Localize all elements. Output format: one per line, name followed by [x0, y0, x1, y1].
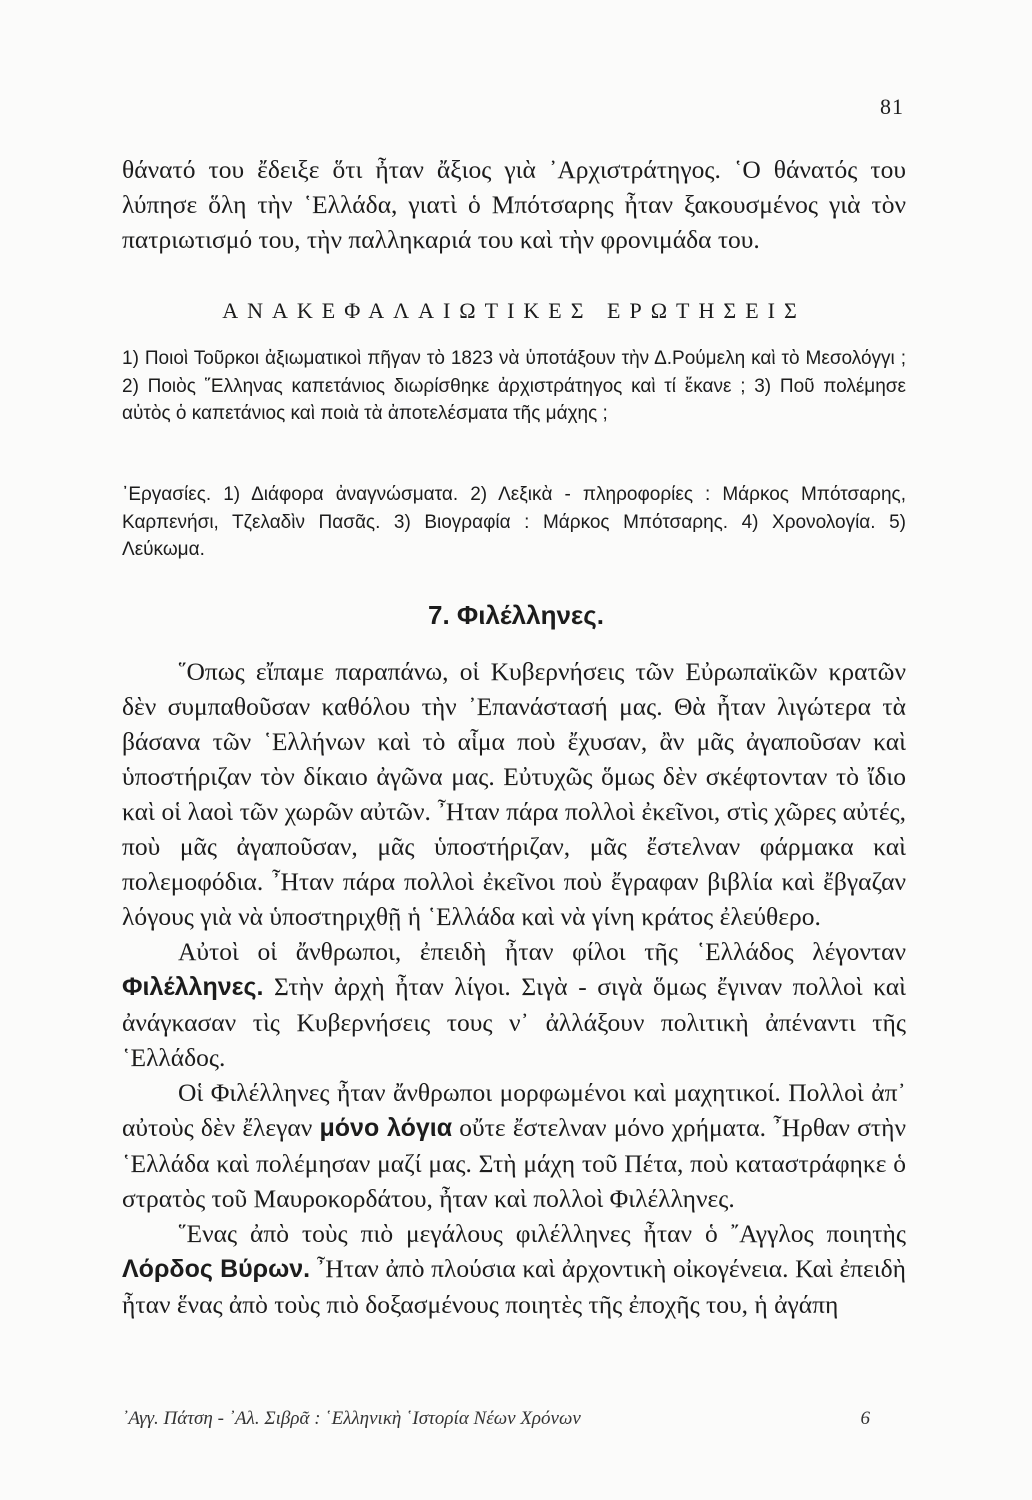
paragraph-4: [122, 1216, 906, 1322]
paragraph-3-text: Οἱ Φιλέλληνες ἦταν ἄνθρωποι μορφωμένοι καὶ μαχητικοί. Πολλοὶ ἀπ᾿ αὐτοὺς δὲν ἔλεγαν: [122, 1078, 906, 1142]
body-text: [122, 654, 906, 1322]
intro-paragraph-block: [122, 152, 906, 257]
review-questions-block: [122, 345, 906, 428]
paragraph-4-text: ῞Ενας ἀπὸ τοὺς πιὸ μεγάλους φιλέλληνες ἦταν ὁ ῎Αγγλος ποιητὴς: [178, 1219, 906, 1248]
page-number: 81: [880, 94, 904, 119]
paragraph-1: ῞Οπως εἴπαμε παραπάνω, οἱ Κυβερνήσεις τῶν Εὐρωπαϊκῶν κρατῶν δὲν συμπαθοῦσαν καθόλου τὴν ᾿Επανάστασή μας. Θὰ ἦταν λιγώτερα τὰ βάσανα τῶν ῾Ελλήνων καὶ τὸ αἷμα ποὺ ἔχυσαν, ἂν μᾶς ἀγαποῦσαν καὶ ὑποστήριζαν τὸν δίκαιο ἀγῶνα μας. Εὐτυχῶς ὅμως δὲν σκέφτονταν τὸ ἴδιο καὶ οἱ λαοὶ τῶν χωρῶν αὐτῶν. ῏Ηταν πάρα πολλοὶ ἐκεῖνοι, στὶς χῶρες αὐτές, ποὺ μᾶς ἀγαποῦσαν, μᾶς ὑποστήριζαν, μᾶς ἔστελναν φάρμακα καὶ πολεμοφόδια. ῏Ηταν πάρα πολλοὶ ἐκεῖνοι ποὺ ἔγραφαν βιβλία καὶ ἔβγαζαν λόγους γιὰ νὰ ὑποστηριχθῇ ἡ ῾Ελλάδα καὶ νὰ γίνη κράτος ἐλεύθερο.: [122, 657, 906, 931]
page-footer: [122, 1408, 906, 1430]
intro-paragraph: θάνατό του ἔδειξε ὅτι ἦταν ἄξιος γιὰ ᾿Αρχιστράτηγος. ῾Ο θάνατός του λύπησε ὅλη τὴν ῾Ελλάδα, γιατὶ ὁ Μπότσαρης ἦταν ξακουσμένος γιὰ τὸν πατριωτισμό του, τὴν παλληκαριά του καὶ τὴν φρονιμάδα του.: [122, 155, 906, 254]
review-heading: ΑΝΑΚΕΦΑΛΑΙΩΤΙΚΕΣ ΕΡΩΤΗΣΕΙΣ: [222, 298, 806, 323]
paragraph-2-text: Αὐτοὶ οἱ ἄνθρωποι, ἐπειδὴ ἦταν φίλοι τῆς ῾Ελλάδος λέγονταν: [178, 937, 906, 966]
paragraph-4-text-cont: ῏Ηταν ἀπὸ πλούσια καὶ ἀρχοντικὴ οἰκογένεια. Καὶ ἐπειδὴ ἦταν ἕνας ἀπὸ τοὺς πιὸ δοξασμένους ποιητὲς τῆς ἐποχῆς του, ἡ ἀγάπη: [122, 1254, 906, 1319]
paragraph-3-bold: μόνο λόγια: [319, 1114, 453, 1142]
paragraph-3-text-cont: οὔτε ἔστελναν μόνο χρήματα. ῏Ηρθαν στὴν ῾Ελλάδα καὶ πολέμησαν μαζί μας. Στὴ μάχη τοῦ Πέτα, ποὺ καταστράφηκε ὁ στρατὸς τοῦ Μαυροκορδάτου, ἦταν καὶ πολλοὶ Φιλέλληνες.: [122, 1113, 906, 1213]
activities-block: [122, 481, 906, 564]
section-title: 7. Φιλέλληνες.: [427, 600, 604, 630]
review-questions: 1) Ποιοὶ Τοῦρκοι ἀξιωματικοὶ πῆγαν τὸ 1823 νὰ ὑποτάξουν τὴν Δ.Ρούμελη καὶ τὸ Μεσολόγγι ; 2) Ποιὸς ῞Ελληνας καπετάνιος διωρίσθηκε ἀρχιστράτηγος καὶ τί ἔκανε ; 3) Ποῦ πολέμησε αὐτὸς ὁ καπετάνιος καὶ ποιὰ τὰ ἀποτελέσματα τῆς μάχης ;: [122, 348, 906, 425]
activities: ᾿Εργασίες. 1) Διάφορα ἀναγνώσματα. 2) Λεξικὰ - πληροφορίες : Μάρκος Μπότσαρης, Καρπενήσι, Τζελαδὶν Πασᾶς. 3) Βιογραφία : Μάρκος Μπότσαρης. 4) Χρονολογία. 5) Λεύκωμα.: [122, 484, 906, 561]
paragraph-2-text-cont: Στὴν ἀρχὴ ἦταν λίγοι. Σιγὰ - σιγὰ ὅμως ἔγιναν πολλοὶ καὶ ἀνάγκασαν τὶς Κυβερνήσεις τους ν᾿ ἀλλάξουν πολιτικὴ ἀπέναντι τῆς ῾Ελλάδος.: [122, 972, 906, 1072]
footer-citation: ᾿Αγγ. Πάτση - ᾿Αλ. Σιβρᾶ : ῾Ελληνικὴ ῾Ιστορία Νέων Χρόνων: [122, 1408, 581, 1429]
paragraph-2: [122, 934, 906, 1075]
paragraph-2-bold: Φιλέλληνες.: [122, 973, 264, 1001]
footer-signature-number: 6: [860, 1408, 870, 1429]
paragraph-4-bold: Λόρδος Βύρων.: [122, 1255, 311, 1283]
paragraph-3: [122, 1075, 906, 1216]
